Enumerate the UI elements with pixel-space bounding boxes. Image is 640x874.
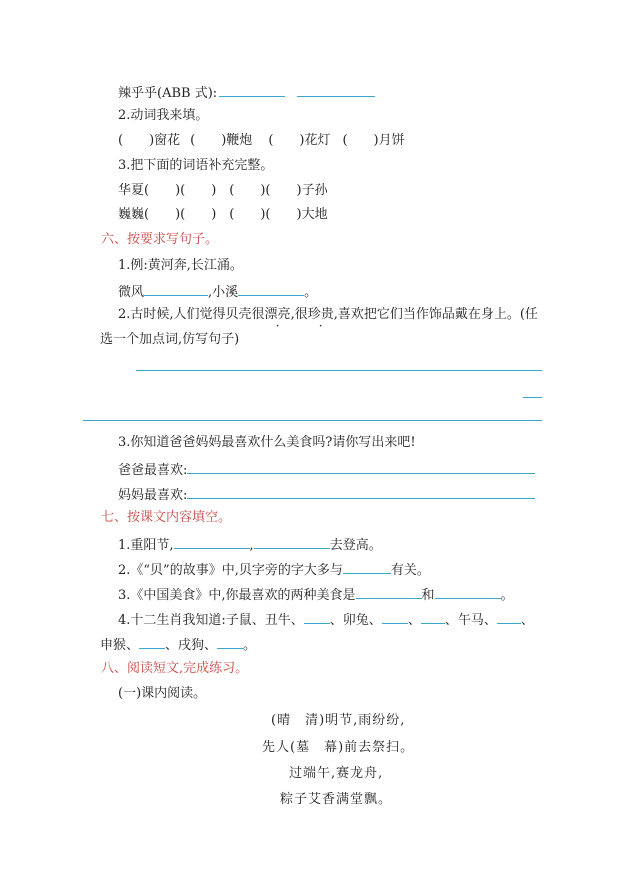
section-8-title: 八、阅读短文,完成练习。 bbox=[101, 661, 249, 676]
sec7-q4-sep3: 、午马、 bbox=[444, 613, 497, 628]
q3-row-1-blanks[interactable]: 华夏( )( ) ( )( ) bbox=[118, 183, 302, 198]
q3-row-2-suffix: 大地 bbox=[301, 207, 328, 222]
sec7-q4-line-2 bbox=[100, 636, 256, 654]
sec6-q3-mom-label: 妈妈最喜欢: bbox=[118, 488, 188, 503]
sec6-q1-start: 微风 bbox=[118, 285, 145, 300]
sec7-q4-line-1 bbox=[118, 611, 534, 629]
q3-row-1 bbox=[118, 183, 328, 199]
sec7-q3-end: 。 bbox=[500, 588, 514, 603]
sec7-q4-blank-1[interactable] bbox=[304, 611, 330, 624]
sec6-q3-mom bbox=[118, 486, 535, 504]
sec6-q2-writing-line-2[interactable] bbox=[523, 397, 542, 398]
sec7-q4-end: 、 bbox=[520, 613, 534, 628]
q2-row bbox=[118, 133, 405, 149]
q2-title: 2.动词我来填。 bbox=[118, 108, 209, 123]
q3-row-2 bbox=[118, 207, 328, 223]
sec7-q1-start: 1.重阳节, bbox=[118, 538, 174, 553]
sec6-q1-title: 1.例:黄河奔,长江涌。 bbox=[118, 258, 243, 273]
sec7-q2-start: 2.《“贝”的故事》中,贝字旁的字大多与 bbox=[118, 563, 343, 578]
sec7-q2-blank[interactable] bbox=[343, 561, 391, 574]
sec6-q1-end: 。 bbox=[304, 285, 318, 300]
sec7-q2-end: 有关。 bbox=[390, 563, 430, 578]
sec7-q1-blank-2[interactable] bbox=[254, 536, 330, 549]
poem-line-2: 先人(墓 幕)前去祭扫。 bbox=[262, 740, 415, 755]
q3-title: 3.把下面的词语补充完整。 bbox=[118, 158, 274, 173]
sec6-q2-dotted-word-2: 珍贵 bbox=[307, 307, 334, 322]
sec7-q1 bbox=[118, 536, 382, 554]
sec6-q2-dotted-word-1: 漂亮 bbox=[264, 307, 291, 322]
sec7-q4-blank-2[interactable] bbox=[382, 611, 408, 624]
q2-item-2[interactable]: ( )鞭炮 bbox=[190, 133, 253, 148]
sec6-q2-line-1 bbox=[118, 307, 538, 323]
sec6-q3-title: 3.你知道爸爸妈妈最喜欢什么美食吗?请你写出来吧! bbox=[118, 435, 416, 450]
q2-item-4[interactable]: ( )月饼 bbox=[342, 133, 405, 148]
poem-line-4: 粽子艾香满堂飘。 bbox=[280, 792, 393, 807]
sec6-q2-line-2: 选一个加点词,仿写句子) bbox=[100, 332, 240, 347]
abb-blank-2[interactable] bbox=[297, 84, 375, 97]
sec6-q3-mom-blank[interactable] bbox=[187, 486, 535, 499]
sec7-q4-line2-start: 申猴、 bbox=[100, 638, 140, 653]
sec7-q4-blank-3[interactable] bbox=[421, 611, 445, 624]
sec6-q2-after: ,喜欢把它们当作饰品戴在身上。(任 bbox=[333, 307, 538, 322]
poem-line-1: (晴 清)明节,雨纷纷, bbox=[271, 713, 406, 728]
sec6-q3-dad-label: 爸爸最喜欢: bbox=[118, 463, 188, 478]
poem-line-3: 过端午,赛龙舟, bbox=[289, 766, 384, 781]
sec7-q4-blank-5[interactable] bbox=[139, 636, 165, 649]
sec7-q1-end: 去登高。 bbox=[329, 538, 382, 553]
abb-question bbox=[118, 84, 375, 102]
sec7-q3-blank-1[interactable] bbox=[356, 586, 422, 599]
sec7-q4-sep2: 、 bbox=[407, 613, 421, 628]
sec7-q4-sep1: 、卯兔、 bbox=[329, 613, 382, 628]
sec7-q2 bbox=[118, 561, 430, 579]
sec7-q4-line2-end: 。 bbox=[243, 638, 257, 653]
sec6-q2-sep: ,很 bbox=[290, 307, 308, 322]
sec7-q3 bbox=[118, 586, 514, 604]
sec6-q1-answer bbox=[118, 283, 317, 301]
q3-row-1-suffix: 子孙 bbox=[301, 183, 328, 198]
q2-item-3[interactable]: ( )花灯 bbox=[268, 133, 331, 148]
abb-blank-1[interactable] bbox=[219, 84, 285, 97]
sec6-q2-writing-line-3[interactable] bbox=[83, 420, 542, 421]
section-7-title: 七、按课文内容填空。 bbox=[101, 510, 232, 525]
sec8-subtitle: (一)课内阅读。 bbox=[118, 686, 207, 701]
q2-item-1[interactable]: ( )窗花 bbox=[118, 133, 181, 148]
q3-row-2-blanks[interactable]: 巍巍( )( ) ( )( ) bbox=[118, 207, 302, 222]
sec7-q4-line2-mid: 、戌狗、 bbox=[165, 638, 218, 653]
sec7-q4-start: 4.十二生肖我知道:子鼠、丑牛、 bbox=[118, 613, 304, 628]
sec7-q1-blank-1[interactable] bbox=[174, 536, 250, 549]
sec6-q1-mid: ,小溪 bbox=[208, 285, 239, 300]
sec7-q3-start: 3.《中国美食》中,你最喜欢的两种美食是 bbox=[118, 588, 356, 603]
sec6-q2-writing-line-1[interactable] bbox=[136, 370, 542, 371]
sec7-q4-blank-6[interactable] bbox=[217, 636, 243, 649]
sec6-q3-dad-blank[interactable] bbox=[187, 461, 535, 474]
section-6-title: 六、按要求写句子。 bbox=[101, 232, 219, 247]
sec6-q1-blank-1[interactable] bbox=[144, 283, 208, 296]
sec7-q3-blank-2[interactable] bbox=[435, 586, 501, 599]
sec6-q3-dad bbox=[118, 461, 535, 479]
sec6-q2-before: 2.古时候,人们觉得贝壳很 bbox=[118, 307, 265, 322]
sec7-q1-sep: , bbox=[249, 538, 254, 553]
sec7-q3-mid: 和 bbox=[421, 588, 435, 603]
abb-label: 辣乎乎(ABB 式): bbox=[118, 86, 218, 101]
sec6-q1-blank-2[interactable] bbox=[238, 283, 304, 296]
sec7-q4-blank-4[interactable] bbox=[497, 611, 521, 624]
